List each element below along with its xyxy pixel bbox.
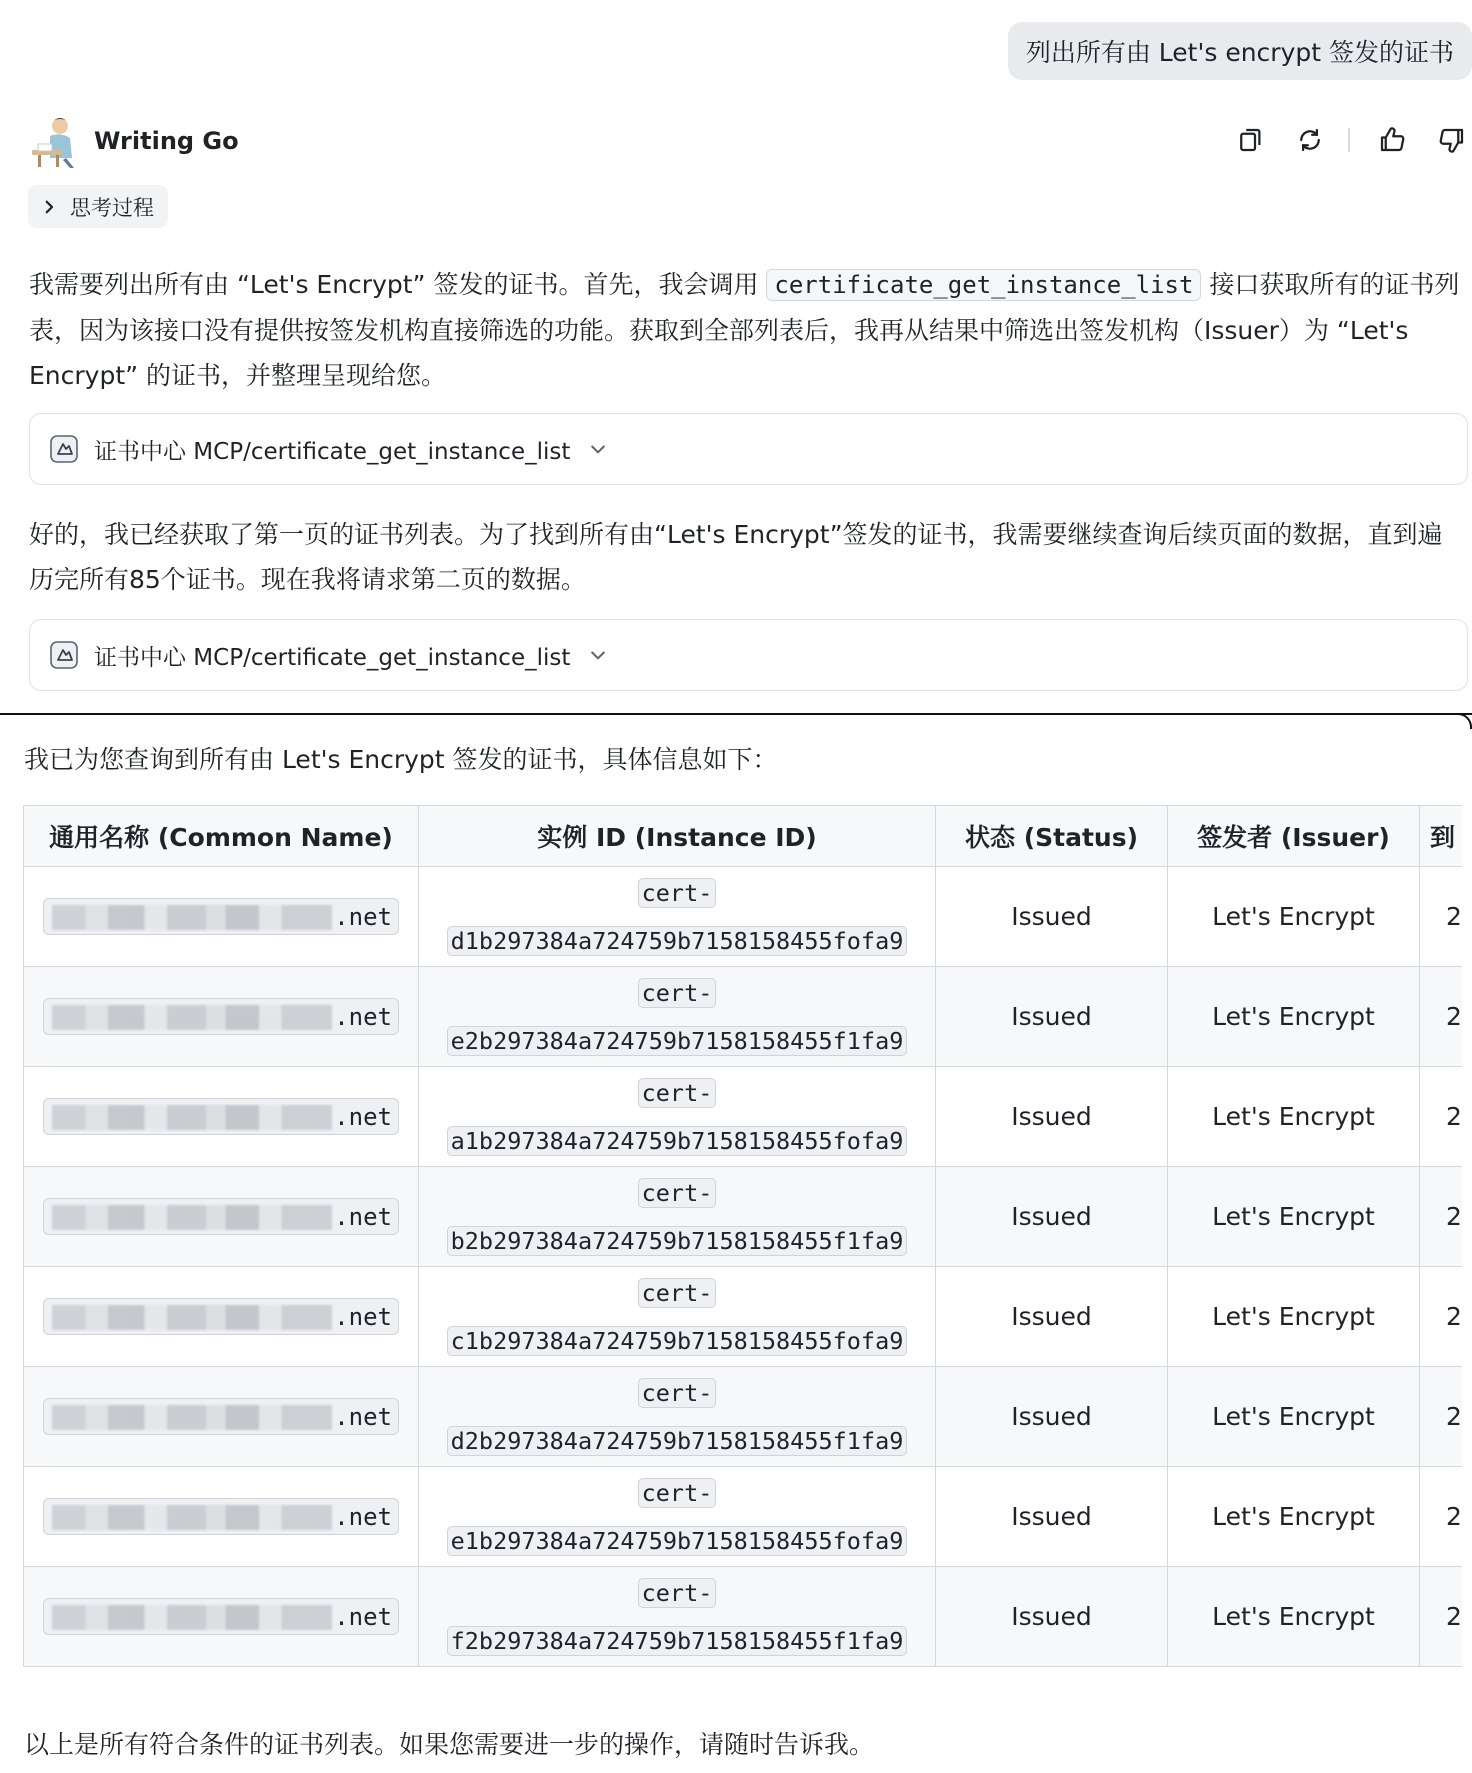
cell-common-name	[24, 1067, 419, 1167]
cell-common-name	[24, 867, 419, 967]
tool-call-1[interactable]	[29, 413, 1468, 485]
table-row	[24, 967, 1463, 1067]
cell-expiry: 2	[1420, 967, 1463, 1067]
cell-issuer: Let's Encrypt	[1168, 1567, 1420, 1667]
redacted-domain	[52, 1505, 332, 1530]
common-name-chip	[43, 1198, 399, 1235]
certificate-table	[23, 805, 1462, 1667]
like-button[interactable]	[1372, 120, 1412, 160]
redacted-domain	[52, 1105, 332, 1130]
user-message-text: 列出所有由 Let's encrypt 签发的证书	[1025, 38, 1454, 67]
cell-expiry: 2	[1420, 1267, 1463, 1367]
table-row	[24, 1367, 1463, 1467]
table-header-row	[24, 806, 1463, 867]
thumbs-down-icon	[1437, 125, 1467, 155]
cell-common-name	[24, 1267, 419, 1367]
thinking-process-label: 思考过程	[70, 195, 154, 220]
common-name-suffix: .net	[334, 1602, 392, 1631]
instance-id-value: a1b297384a724759b7158158455fofa9	[447, 1126, 908, 1156]
assistant-paragraph-1	[29, 262, 1460, 398]
common-name-chip	[43, 1598, 399, 1635]
thinking-process-toggle[interactable]	[28, 185, 168, 228]
cell-common-name	[24, 1467, 419, 1567]
message-actions	[1210, 120, 1472, 160]
cell-instance-id	[419, 867, 936, 967]
cell-expiry: 2	[1420, 1167, 1463, 1267]
cell-instance-id	[419, 967, 936, 1067]
common-name-chip	[43, 898, 399, 935]
table-row	[24, 1067, 1463, 1167]
paragraph-1-text-after: 接口获取所有的证书列表，因为该接口没有提供按签发机构直接筛选的功能。获取到全部列表后，我再从结果中筛选出签发机构（Issuer）为 “Let's Encrypt” 的证书，并整理呈现给您。	[29, 270, 1460, 390]
common-name-suffix: .net	[334, 1502, 392, 1531]
cell-instance-id	[419, 1467, 936, 1567]
header-issuer: 签发者 (Issuer)	[1168, 806, 1420, 867]
cell-common-name	[24, 1367, 419, 1467]
instance-id-value: e1b297384a724759b7158158455fofa9	[447, 1526, 908, 1556]
paragraph-1-text-before: 我需要列出所有由 “Let's Encrypt” 签发的证书。首先，我会调用	[29, 270, 767, 299]
assistant-paragraph-2: 好的，我已经获取了第一页的证书列表。为了找到所有由“Let's Encrypt”签发的证书，我需要继续查询后续页面的数据，直到遍历完所有85个证书。现在我将请求第二页的数据。	[29, 520, 1443, 594]
cell-issuer: Let's Encrypt	[1168, 867, 1420, 967]
instance-id-prefix: cert-	[638, 1178, 717, 1208]
common-name-suffix: .net	[334, 902, 392, 931]
cell-issuer: Let's Encrypt	[1168, 1367, 1420, 1467]
common-name-chip	[43, 1498, 399, 1535]
regenerate-button[interactable]	[1290, 120, 1330, 160]
cell-issuer: Let's Encrypt	[1168, 1067, 1420, 1167]
common-name-suffix: .net	[334, 1102, 392, 1131]
common-name-chip	[43, 998, 399, 1035]
cell-expiry: 2	[1420, 1567, 1463, 1667]
instance-id-value: d2b297384a724759b7158158455f1fa9	[447, 1426, 908, 1456]
cell-instance-id	[419, 1267, 936, 1367]
cell-issuer: Let's Encrypt	[1168, 967, 1420, 1067]
copy-button[interactable]	[1230, 120, 1270, 160]
instance-id-value: c1b297384a724759b7158158455fofa9	[447, 1326, 908, 1356]
cell-status: Issued	[936, 867, 1168, 967]
common-name-suffix: .net	[334, 1202, 392, 1231]
cell-issuer: Let's Encrypt	[1168, 1267, 1420, 1367]
section-divider-corner	[1456, 713, 1472, 729]
chevron-right-icon	[40, 198, 58, 216]
refresh-icon	[1295, 125, 1325, 155]
instance-id-prefix: cert-	[638, 978, 717, 1008]
cell-status: Issued	[936, 1467, 1168, 1567]
cell-expiry: 2	[1420, 1067, 1463, 1167]
cell-status: Issued	[936, 1167, 1168, 1267]
header-instance-id: 实例 ID (Instance ID)	[419, 806, 936, 867]
tool-icon	[50, 435, 78, 463]
instance-id-value: e2b297384a724759b7158158455f1fa9	[447, 1026, 908, 1056]
assistant-header	[30, 114, 239, 168]
common-name-chip	[43, 1298, 399, 1335]
user-message-bubble	[1008, 22, 1472, 80]
cell-instance-id	[419, 1567, 936, 1667]
common-name-suffix: .net	[334, 1402, 392, 1431]
instance-id-prefix: cert-	[638, 1078, 717, 1108]
redacted-domain	[52, 1305, 332, 1330]
instance-id-prefix: cert-	[638, 1578, 717, 1608]
assistant-name: Writing Go	[94, 127, 239, 155]
cell-expiry: 2	[1420, 1467, 1463, 1567]
cell-common-name	[24, 1167, 419, 1267]
cell-status: Issued	[936, 967, 1168, 1067]
chevron-down-icon	[588, 439, 608, 459]
tool-icon	[50, 641, 78, 669]
inline-code-function: certificate_get_instance_list	[766, 269, 1201, 301]
section-divider	[0, 713, 1472, 715]
result-outro: 以上是所有符合条件的证书列表。如果您需要进一步的操作，请随时告诉我。	[24, 1730, 875, 1759]
common-name-chip	[43, 1098, 399, 1135]
header-common-name: 通用名称 (Common Name)	[24, 806, 419, 867]
cell-instance-id	[419, 1067, 936, 1167]
table-row	[24, 1267, 1463, 1367]
cell-issuer: Let's Encrypt	[1168, 1467, 1420, 1567]
table-row	[24, 1467, 1463, 1567]
table-row	[24, 867, 1463, 967]
cell-status: Issued	[936, 1567, 1168, 1667]
instance-id-prefix: cert-	[638, 1278, 717, 1308]
header-status: 状态 (Status)	[936, 806, 1168, 867]
redacted-domain	[52, 1405, 332, 1430]
cell-issuer: Let's Encrypt	[1168, 1167, 1420, 1267]
instance-id-prefix: cert-	[638, 878, 717, 908]
redacted-domain	[52, 905, 332, 930]
redacted-domain	[52, 1205, 332, 1230]
chevron-down-icon	[588, 645, 608, 665]
certificate-table-container[interactable]	[23, 805, 1462, 1667]
instance-id-value: d1b297384a724759b7158158455fofa9	[447, 926, 908, 956]
common-name-chip	[43, 1398, 399, 1435]
redacted-domain	[52, 1605, 332, 1630]
copy-icon	[1235, 125, 1265, 155]
cell-instance-id	[419, 1167, 936, 1267]
header-expiry: 到	[1420, 806, 1463, 867]
cell-status: Issued	[936, 1267, 1168, 1367]
common-name-suffix: .net	[334, 1002, 392, 1031]
table-row	[24, 1167, 1463, 1267]
cell-common-name	[24, 1567, 419, 1667]
instance-id-value: b2b297384a724759b7158158455f1fa9	[447, 1226, 908, 1256]
actions-separator	[1348, 128, 1350, 152]
instance-id-value: f2b297384a724759b7158158455f1fa9	[447, 1626, 908, 1656]
common-name-suffix: .net	[334, 1302, 392, 1331]
redacted-domain	[52, 1005, 332, 1030]
cell-expiry: 2	[1420, 1367, 1463, 1467]
tool-call-label: 证书中心 MCP/certificate_get_instance_list	[94, 438, 571, 465]
person-writing-icon	[30, 114, 80, 168]
cell-status: Issued	[936, 1067, 1168, 1167]
cell-expiry: 2	[1420, 867, 1463, 967]
dislike-button[interactable]	[1432, 120, 1472, 160]
cell-common-name	[24, 967, 419, 1067]
cell-instance-id	[419, 1367, 936, 1467]
result-intro: 我已为您查询到所有由 Let's Encrypt 签发的证书，具体信息如下：	[24, 745, 778, 774]
instance-id-prefix: cert-	[638, 1378, 717, 1408]
cell-status: Issued	[936, 1367, 1168, 1467]
instance-id-prefix: cert-	[638, 1478, 717, 1508]
table-row	[24, 1567, 1463, 1667]
tool-call-label: 证书中心 MCP/certificate_get_instance_list	[94, 644, 571, 671]
tool-call-2[interactable]	[29, 619, 1468, 691]
thumbs-up-icon	[1377, 125, 1407, 155]
